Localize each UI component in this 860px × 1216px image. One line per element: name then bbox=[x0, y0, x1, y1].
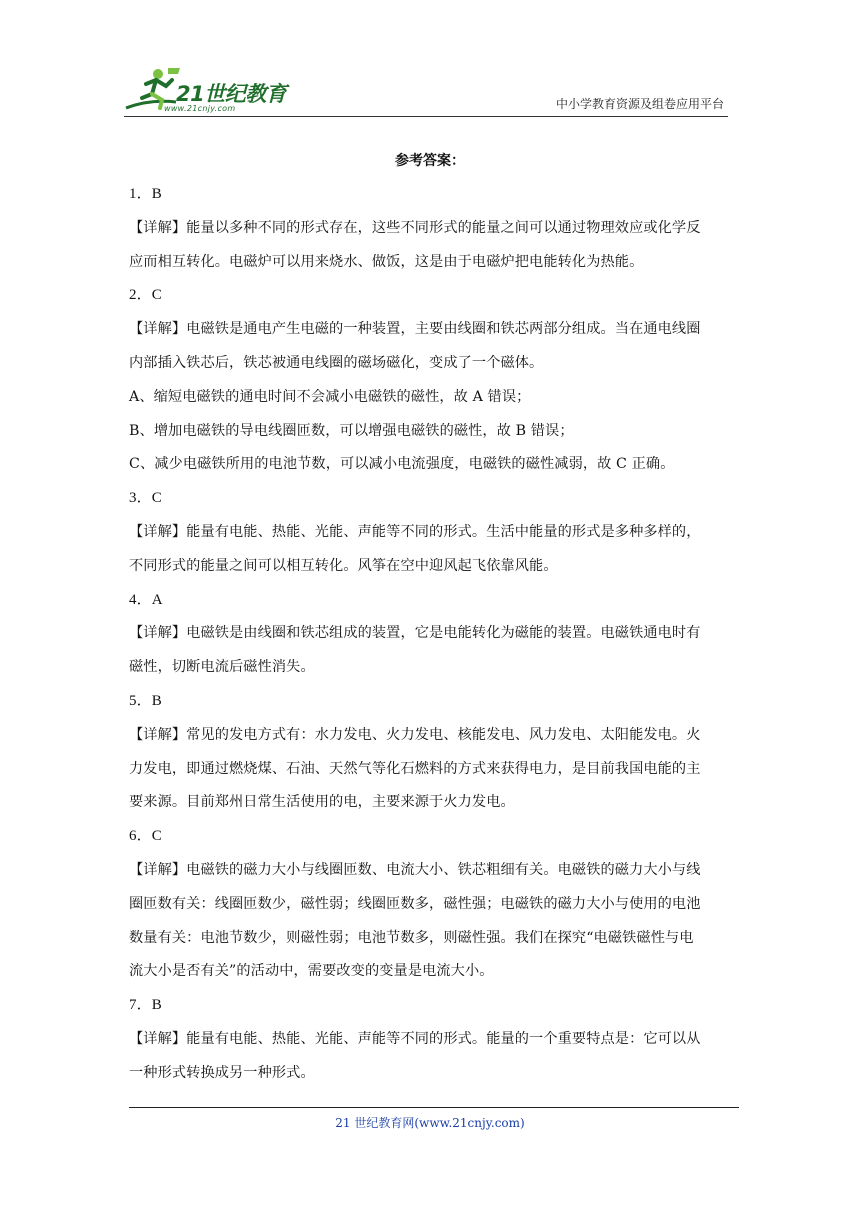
explanation-line: 【详解】常见的发电方式有：水力发电、火力发电、核能发电、风力发电、太阳能发电。火 bbox=[129, 726, 701, 743]
answer-content bbox=[129, 178, 733, 1091]
explanation-line: 一种形式转换成另一种形式。 bbox=[129, 1064, 315, 1081]
explanation-line: 【详解】能量有电能、热能、光能、声能等不同的形式。生活中能量的形式是多种多样的， bbox=[129, 523, 701, 540]
explanation-line: 圈匝数有关：线圈匝数少，磁性弱；线圈匝数多，磁性强；电磁铁的磁力大小与使用的电池 bbox=[129, 895, 701, 912]
explanation-line: 流大小是否有关”的活动中，需要改变的变量是电流大小。 bbox=[129, 963, 494, 980]
explanation-line: 要来源。目前郑州日常生活使用的电，主要来源于火力发电。 bbox=[129, 794, 515, 811]
explanation-line: 【详解】电磁铁是通电产生电磁的一种装置，主要由线圈和铁芯两部分组成。当在通电线圈 bbox=[129, 321, 701, 338]
logo-text: 21世纪教育 bbox=[176, 82, 287, 106]
explanation-line: 内部插入铁芯后，铁芯被通电线圈的磁场磁化，变成了一个磁体。 bbox=[129, 354, 544, 371]
answer-number: 6．C bbox=[129, 828, 162, 845]
answer-number: 3．C bbox=[129, 490, 162, 507]
header-divider bbox=[124, 116, 728, 117]
page-header bbox=[124, 62, 726, 118]
option-line: C、减少电磁铁所用的电池节数，可以减小电流强度，电磁铁的磁性减弱，故 C 正确。 bbox=[129, 456, 675, 473]
answer-number: 2．C bbox=[129, 287, 162, 304]
option-line: A、缩短电磁铁的通电时间不会减小电磁铁的磁性，故 A 错误； bbox=[129, 388, 531, 405]
footer-link[interactable]: 21 世纪教育网(www.21cnjy.com) bbox=[335, 1116, 525, 1130]
explanation-line: 应而相互转化。电磁炉可以用来烧水、做饭，这是由于电磁炉把电能转化为热能。 bbox=[129, 253, 644, 270]
explanation-line: 【详解】电磁铁是由线圈和铁芯组成的装置，它是电能转化为磁能的装置。电磁铁通电时有 bbox=[129, 625, 701, 642]
explanation-line: 数量有关：电池节数少，则磁性弱；电池节数多，则磁性强。我们在探究“电磁铁磁性与电 bbox=[129, 929, 694, 946]
explanation-line: 磁性，切断电流后磁性消失。 bbox=[129, 659, 315, 676]
footer-divider bbox=[129, 1107, 739, 1108]
explanation-line: 【详解】能量以多种不同的形式存在，这些不同形式的能量之间可以通过物理效应或化学反 bbox=[129, 219, 701, 236]
site-logo[interactable] bbox=[124, 62, 294, 118]
page-title: 参考答案： bbox=[395, 153, 465, 169]
option-line: B、增加电磁铁的导电线圈匝数，可以增强电磁铁的磁性，故 B 错误； bbox=[129, 422, 574, 439]
answer-number: 7．B bbox=[129, 997, 162, 1014]
platform-name: 中小学教育资源及组卷应用平台 bbox=[555, 97, 724, 111]
explanation-line: 力发电，即通过燃烧煤、石油、天然气等化石燃料的方式来获得电力，是目前我国电能的主 bbox=[129, 760, 701, 777]
answer-number: 5．B bbox=[129, 692, 162, 709]
explanation-line: 【详解】电磁铁的磁力大小与线圈匝数、电流大小、铁芯粗细有关。电磁铁的磁力大小与线 bbox=[129, 861, 701, 878]
explanation-line: 不同形式的能量之间可以相互转化。风筝在空中迎风起飞依靠风能。 bbox=[129, 557, 558, 574]
answer-number: 4．A bbox=[129, 591, 163, 608]
answer-number: 1．B bbox=[129, 186, 162, 202]
explanation-line: 【详解】能量有电能、热能、光能、声能等不同的形式。能量的一个重要特点是：它可以从 bbox=[129, 1030, 701, 1047]
logo-url: www.21cnjy.com bbox=[164, 104, 236, 113]
